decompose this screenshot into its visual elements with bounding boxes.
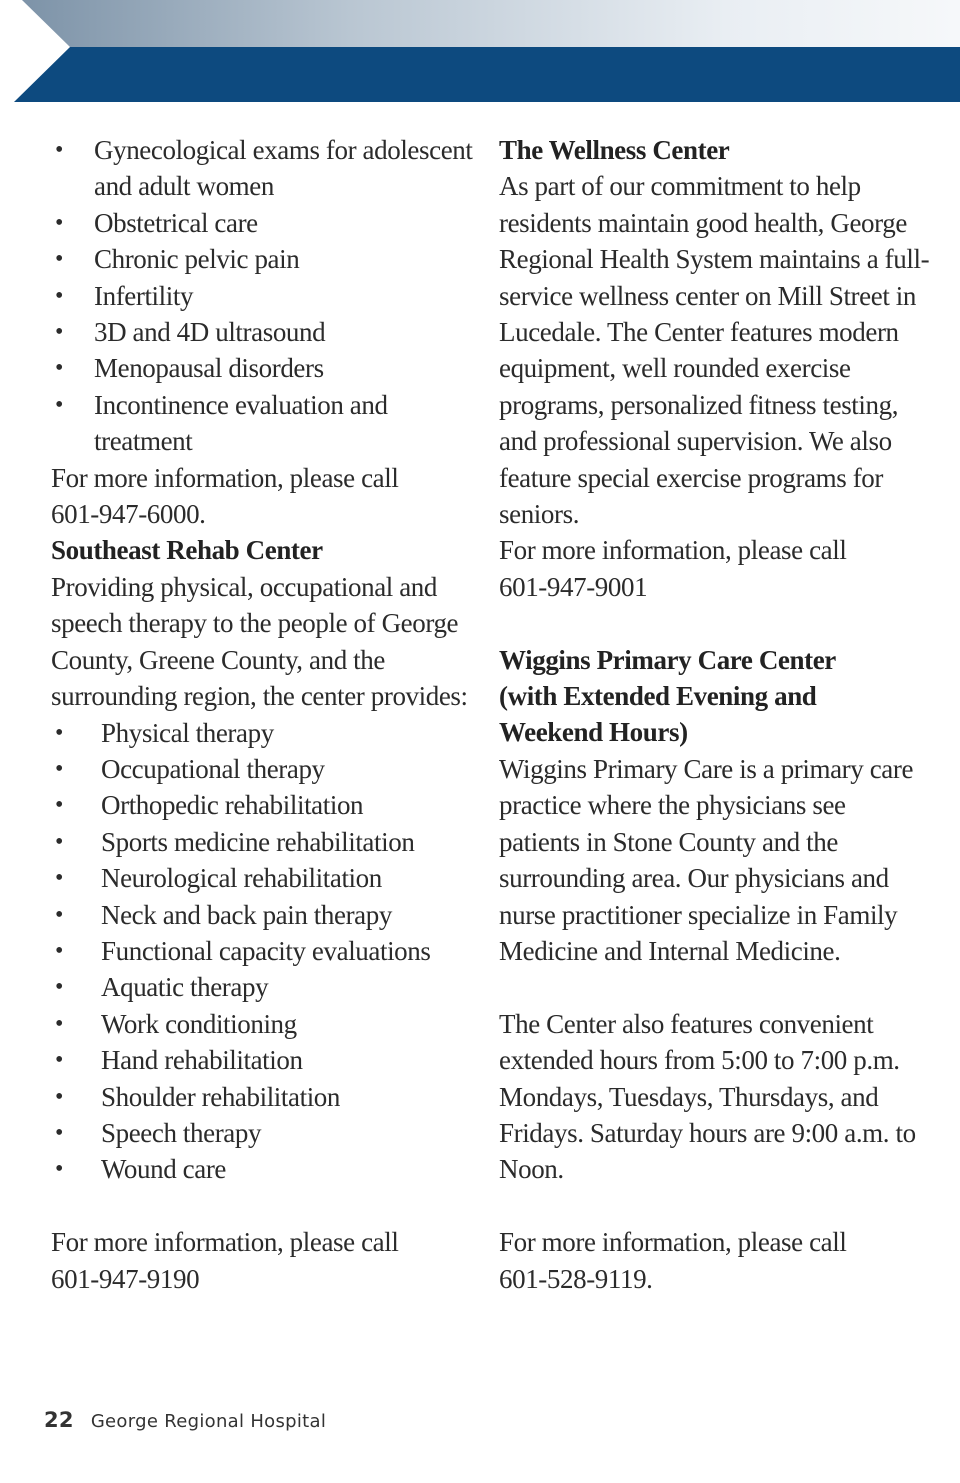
wiggins-heading: Wiggins Primary Care Center (with Extended Evening and Weekend Hours) <box>499 644 836 748</box>
wiggins-contact: For more information, please call 601-528-9119. <box>499 1227 847 1294</box>
list-item: • Functional capacity evaluations <box>51 933 491 969</box>
rehab-contact-line: For more information, please call <box>51 1227 399 1258</box>
spacer <box>499 1188 939 1224</box>
spacer <box>499 605 939 641</box>
list-item: • Wound care <box>51 1151 491 1187</box>
list-item: • 3D and 4D ultrasound <box>51 314 491 350</box>
header-banner <box>0 0 960 104</box>
wellness-contact-line: For more information, please call <box>499 535 847 566</box>
list-item: • Neck and back pain therapy <box>51 897 491 933</box>
list-item: • Chronic pelvic pain <box>51 241 491 277</box>
list-item: • Hand rehabilitation <box>51 1042 491 1078</box>
rehab-heading: Southeast Rehab Center <box>51 535 323 566</box>
list-item: • Shoulder rehabilitation <box>51 1079 491 1115</box>
rehab-services-list <box>51 715 491 1188</box>
list-item: • Sports medicine rehabilitation <box>51 824 491 860</box>
list-item: • Work conditioning <box>51 1006 491 1042</box>
page-number: 22 <box>44 1408 74 1432</box>
gynecology-services-list <box>51 132 491 460</box>
right-column <box>499 132 939 1297</box>
wiggins-hours: The Center also features convenient extended hours from 5:00 to 7:00 p.m. Mondays, Tuesdays, Thursdays, and Fridays. Saturday hours are 9:00 a.m. to Noon. <box>499 1008 916 1185</box>
page-footer <box>44 1408 326 1432</box>
spacer <box>51 1188 491 1224</box>
left-column <box>51 132 491 1297</box>
publication-name: George Regional Hospital <box>90 1411 327 1432</box>
list-item: • Neurological rehabilitation <box>51 860 491 896</box>
list-item: • Physical therapy <box>51 715 491 751</box>
list-item: • Speech therapy <box>51 1115 491 1151</box>
wiggins-body: Wiggins Primary Care is a primary care practice where the physicians see patients in Stone County and the surrounding area. Our physicians and nurse practitioner specialize in Family Medicine and Internal Medicine. <box>499 753 914 966</box>
list-item: • Occupational therapy <box>51 751 491 787</box>
wellness-phone: 601-947-9001 <box>499 571 648 602</box>
wellness-heading: The Wellness Center <box>499 135 730 165</box>
spacer <box>499 969 939 1005</box>
list-item: • Obstetrical care <box>51 205 491 241</box>
rehab-phone: 601-947-9190 <box>51 1263 200 1294</box>
list-item: • Infertility <box>51 278 491 314</box>
list-item: • Menopausal disorders <box>51 350 491 386</box>
list-item: • Incontinence evaluation and treatment <box>51 387 424 460</box>
list-item: • Aquatic therapy <box>51 969 491 1005</box>
list-item: • Gynecological exams for adolescent and adult women <box>51 132 491 205</box>
gynecology-contact: For more information, please call 601-947-6000. <box>51 462 399 530</box>
wellness-body: As part of our commitment to help residents maintain good health, George Regional Health System maintains a full-service wellness center on Mill Street in Lucedale. The Center features modern equipment, well rounded exercise programs, personalized fitness testing, and professional supervision. We also feature special exercise programs for seniors. <box>499 171 930 530</box>
rehab-intro: Providing physical, occupational and speech therapy to the people of George County, Greene County, and the surrounding region, the center provides: <box>51 571 468 712</box>
list-item: • Orthopedic rehabilitation <box>51 787 491 823</box>
